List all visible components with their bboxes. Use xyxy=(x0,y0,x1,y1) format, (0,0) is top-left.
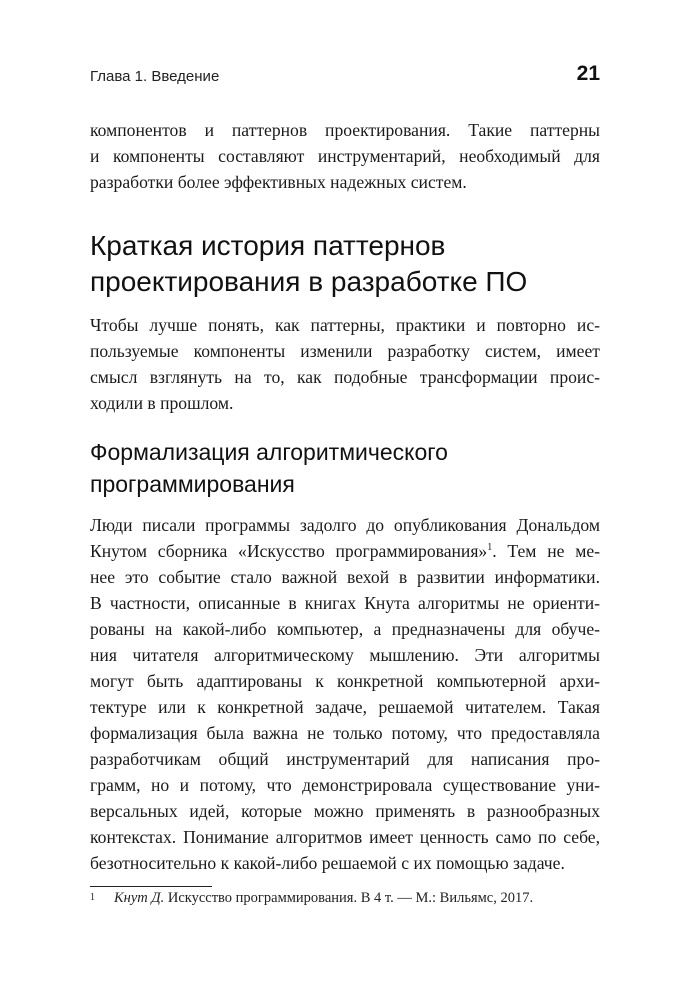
heading-line: программирования xyxy=(90,471,295,497)
text-line: версальных идей, которые можно применять в разнообразных xyxy=(90,801,600,821)
text-line: Чтобы лучше понять, как паттерны, практики и повторно ис- xyxy=(90,315,600,335)
text-line: рованы на какой-либо компьютер, а предназначены для обуче- xyxy=(90,619,600,639)
footnote-divider xyxy=(90,886,212,887)
footnote-text: Искусство программирования. В 4 т. — М.: Вильямс, 2017. xyxy=(164,890,534,906)
text-line: грамм, но и потому, что демонстрировала существование уни- xyxy=(90,775,600,795)
text-line: тектуре или к конкретной задаче, решаемой читателем. Такая xyxy=(90,697,600,717)
heading-line: Краткая история паттернов xyxy=(90,230,446,261)
footnote-author: Кнут Д. xyxy=(114,890,165,906)
text-line: и компоненты составляют инструментарий, необходимый для xyxy=(90,146,600,166)
text-line: ния читателя алгоритмическому мышлению. Эти алгоритмы xyxy=(90,645,600,665)
footnote xyxy=(90,890,600,907)
text-line: ходили в прошлом. xyxy=(90,393,234,413)
running-head xyxy=(90,62,600,92)
section-heading xyxy=(90,228,610,300)
section-paragraph xyxy=(90,312,600,416)
text-line: могут быть адаптированы к конкретной компьютерной архи- xyxy=(90,671,600,691)
subsection-heading xyxy=(90,436,610,500)
text-line: разработки более эффективных надежных систем. xyxy=(90,172,467,192)
text-line: Люди писали программы задолго до опубликования Дональдом xyxy=(90,515,600,535)
text-line: контекстах. Понимание алгоритмов имеет ценность само по себе, xyxy=(90,827,600,847)
text-line: пользуемые компоненты изменили разработку систем, имеет xyxy=(90,341,600,361)
text-line xyxy=(90,538,600,564)
text-line: В частности, описанные в книгах Кнута алгоритмы не ориенти- xyxy=(90,593,600,613)
text-line: безотносительно к какой-либо решаемой с их помощью задаче. xyxy=(90,853,565,873)
heading-line: проектирования в разработке ПО xyxy=(90,266,528,297)
footnote-mark: 1 xyxy=(90,892,95,903)
text-line: смысл взглянуть на то, как подобные трансформации проис- xyxy=(90,367,600,387)
chapter-label: Глава 1. Введение xyxy=(90,68,220,85)
text-line: разработчикам общий инструментарий для написания про- xyxy=(90,749,600,769)
text-line: формализация была важна не только потому, что предоставляла xyxy=(90,723,600,743)
heading-line: Формализация алгоритмического xyxy=(90,439,448,465)
subsection-paragraph xyxy=(90,512,600,876)
intro-paragraph xyxy=(90,117,600,195)
text-line: компонентов и паттернов проектирования. Такие паттерны xyxy=(90,120,600,140)
line-text: . Тем не ме- xyxy=(492,541,600,561)
line-text: Кнутом сборника «Искусство программирования» xyxy=(90,541,488,561)
footnote-reference[interactable]: 1 xyxy=(487,542,493,554)
page-number: 21 xyxy=(576,62,600,85)
text-line: нее это событие стало важной вехой в развитии информатики. xyxy=(90,567,600,587)
